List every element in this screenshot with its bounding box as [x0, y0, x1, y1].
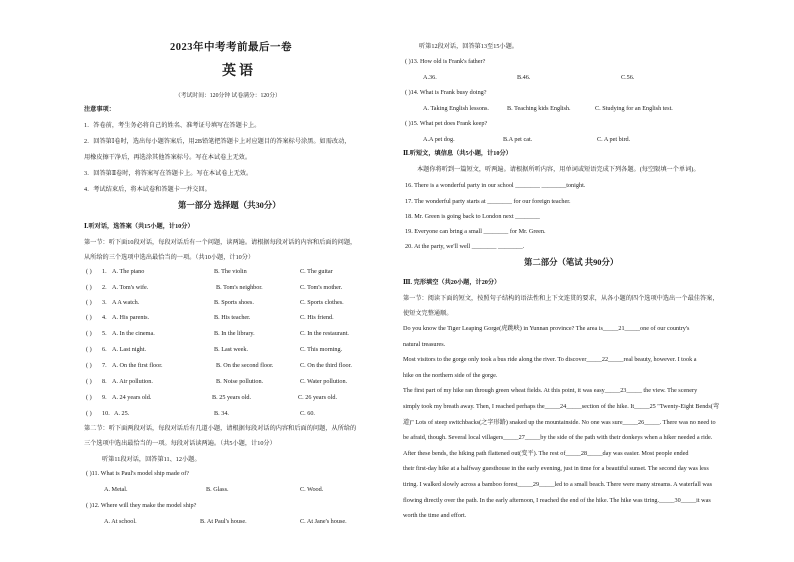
option-c: C. His friend.	[300, 314, 334, 321]
note-line: 4．考试结束后，将本试卷和答题卡一并交回。	[84, 186, 211, 193]
option-a: A.A pet dog.	[423, 136, 455, 143]
option-a: A. Taking English lessons.	[423, 105, 489, 112]
question-number: 1.	[102, 268, 107, 275]
option-b: B. His teacher.	[214, 314, 251, 321]
passage-line: Most visitors to the gorge only took a bus ride along the river. To discover_____22_____real beauty, however. I took a	[403, 356, 697, 363]
option-b: B. Tom's neighbor.	[216, 284, 263, 291]
question-number: 8.	[102, 378, 107, 385]
question-11: ( )11. What is Paul's model ship made of?	[86, 470, 190, 477]
option-c: C. On the third floor.	[300, 362, 352, 369]
option-a: A. 24 years old.	[112, 394, 152, 401]
passage-line: After these bends, the hiking path flattened out(变平). The rest of_____28_____day was easier. Most people ended	[403, 450, 689, 457]
fill-item: 17. The wonderful party starts at ________ for our foreign teacher.	[405, 198, 571, 205]
passage-line: flowing directly over the path. In the early afternoon, I reached the end of the hike. The hike was tiring._____30_____it was	[403, 497, 711, 504]
option-a: A A watch.	[112, 299, 140, 306]
option-b: B. The violin	[214, 268, 247, 275]
answer-blank[interactable]: ( )	[86, 346, 92, 353]
option-a: A. Air pollution.	[112, 378, 153, 385]
question-number: 3.	[102, 299, 107, 306]
option-b: B. In the library.	[214, 330, 255, 337]
answer-blank[interactable]: ( )	[86, 378, 92, 385]
note-line: 1．答卷前，考生务必将自己的姓名、准考证号填写在答题卡上。	[84, 122, 261, 129]
answer-blank[interactable]: ( )	[86, 330, 92, 337]
option-b: B. At Paul's house.	[200, 518, 247, 525]
answer-blank[interactable]: ( )	[86, 299, 92, 306]
section3-instruction: 第一节：阅读下面的短文，按照句子结构的语法性和上下文连贯的要求，从各小题的四个选项中选出一个最佳答案，	[403, 295, 719, 302]
option-a: A. At school.	[104, 518, 137, 525]
fill-item: 16. There is a wonderful party in our school ________ ________tonight.	[405, 182, 586, 189]
section2-instruction: 本题你将听到一篇短文，听两遍。请根据所听内容，用单词或短语完成下列各题。(每空限填一个单词)。	[417, 166, 700, 173]
question-14: ( )14. What is Frank busy doing?	[405, 89, 487, 96]
passage-line: worth the time and effort.	[403, 512, 467, 519]
option-b: B. Noise pollution.	[216, 378, 264, 385]
option-a: A. Last night.	[112, 346, 147, 353]
option-c: C. At Jane's house.	[300, 518, 347, 525]
passage-line: be afraid, though. Several local villagers_____27_____by the side of the path with their donkeys when a hiker needed a ride.	[403, 434, 713, 441]
option-a: A. The piano	[112, 268, 145, 275]
passage-line: their first-day hike at a halfway guesthouse in the early evening, just in time for a beautiful sunset. The second day was less	[403, 465, 709, 472]
option-c: C. Sports clothes.	[300, 299, 344, 306]
option-c: C. Wood.	[300, 486, 324, 493]
answer-blank[interactable]: ( )	[86, 314, 92, 321]
option-c: C. The guitar	[300, 268, 333, 275]
question-12: ( )12. Where will they make the model ship?	[86, 502, 197, 509]
question-number: 10.	[102, 410, 110, 417]
question-number: 2.	[102, 284, 107, 291]
note-line: 用橡皮擦干净后，再选涂其他答案标号。写在本试卷上无效。	[84, 154, 252, 161]
passage-line: 道)" Lots of steep switchbacks(之字形路) snaked up the mountainside. No one was sure_____26_____. There was no need to	[403, 419, 716, 426]
answer-blank[interactable]: ( )	[86, 394, 92, 401]
section3-heading: Ⅲ. 完形填空（共20小题，计20分）	[403, 279, 501, 286]
answer-blank[interactable]: ( )	[86, 284, 92, 291]
option-c: C.56.	[621, 74, 635, 81]
question-number: 7.	[102, 362, 107, 369]
option-b: B. Sports shoes.	[214, 299, 254, 306]
section1-instruction: 三个选项中选出最恰当的一项。每段对话读两遍。（共5小题，计10分）	[84, 440, 276, 447]
option-c: C. Studying for an English test.	[595, 105, 673, 112]
option-b: B.A pet cat.	[503, 136, 533, 143]
option-c: C. 26 years old.	[298, 394, 338, 401]
answer-blank[interactable]: ( )	[86, 410, 92, 417]
section1-instruction: 第一节：听下面10段对话，每段对话后有一个问题，读两遍。请根据每段对话的内容和后面的问题，	[84, 239, 357, 246]
section1-instruction: 第二节：听下面两段对话，每段对话后有几道小题，请根据每段对话的内容和后面的问题，从所给的	[84, 425, 357, 432]
option-a: A. In the cinema.	[112, 330, 155, 337]
dialogue-instruction: 听第11段对话，回答第11、12小题。	[102, 456, 201, 463]
answer-blank[interactable]: ( )	[86, 362, 92, 369]
notes-heading: 注意事项：	[84, 106, 115, 113]
part1-title: 第一部分 选择题（共30分）	[178, 201, 281, 210]
section1-heading: Ⅰ.听对话，选答案（共15小题，计10分）	[84, 223, 194, 230]
option-b: B. 34.	[214, 410, 229, 417]
option-a: A. Metal.	[104, 486, 128, 493]
option-b: B.46.	[517, 74, 531, 81]
answer-blank[interactable]: ( )	[86, 268, 92, 275]
exam-meta: （考试时间：120分钟 试卷满分：120分）	[175, 93, 281, 99]
dialogue-instruction: 听第12段对话，回答第13至15小题。	[419, 43, 518, 50]
passage-line: The first part of my hike ran through green wheat fields. At this point, it was easy_____23_____ the view. The scenery	[403, 387, 698, 394]
fill-item: 19. Everyone can bring a small ________ for Mr. Green.	[405, 228, 546, 235]
question-number: 9.	[102, 394, 107, 401]
fill-item: 20. At the party, we'll well ________ ________.	[405, 243, 525, 250]
question-number: 5.	[102, 330, 107, 337]
question-number: 4.	[102, 314, 107, 321]
question-15: ( )15. What pet does Frank keep?	[405, 120, 488, 127]
section2-heading: Ⅱ.听短文，填信息（共5小题，计10分）	[403, 150, 512, 157]
option-b: B. On the second floor.	[216, 362, 274, 369]
note-line: 3．回答第Ⅱ卷时，将答案写在答题卡上。写在本试卷上无效。	[84, 170, 253, 177]
option-c: C. In the restaurant.	[300, 330, 349, 337]
passage-line: hike on the northern side of the gorge.	[403, 372, 498, 379]
passage-line: tiring. I walked slowly across a bamboo forest_____29_____led to a small beach. There were many streams. A waterfall was	[403, 481, 713, 488]
passage-line: Do you know the Tiger Leaping Gorge(虎跳峡) in Yunnan province? The area is_____21_____one of our country's	[403, 325, 690, 332]
question-13: ( )13. How old is Frank's father?	[405, 58, 486, 65]
passage-line: simply took my breath away. Then, I reached perhaps the_____24_____section of the hike. It_____25 "Twenty-Eight Bends(弯	[403, 403, 720, 410]
exam-title: 2023年中考考前最后一卷	[170, 42, 292, 53]
section1-instruction: 从所给的三个选项中选出最恰当的一项。（共10小题，计10分）	[84, 254, 255, 261]
option-a: A. Tom's wife.	[112, 284, 149, 291]
option-c: C. 60.	[300, 410, 315, 417]
option-a: A. His parents.	[112, 314, 150, 321]
option-b: B. Last week.	[214, 346, 249, 353]
section3-instruction: 使短文完整通顺。	[403, 310, 453, 317]
passage-line: natural treasures.	[403, 341, 446, 348]
option-b: B. 25 years old.	[212, 394, 252, 401]
option-c: C. A pet bird.	[597, 136, 631, 143]
fill-item: 18. Mr. Green is going back to London next ________	[405, 213, 540, 220]
option-c: C. Water pollution.	[300, 378, 348, 385]
question-number: 6.	[102, 346, 107, 353]
subject-title: 英语	[222, 64, 256, 79]
option-c: C. Tom's mother.	[300, 284, 343, 291]
option-b: B. Teaching kids English.	[507, 105, 571, 112]
option-a: A. 25.	[114, 410, 130, 417]
option-a: A.36.	[423, 74, 437, 81]
option-a: A. On the first floor.	[112, 362, 163, 369]
option-c: C. This morning.	[300, 346, 343, 353]
option-b: B. Glass.	[206, 486, 229, 493]
part2-title: 第二部分（笔试 共90分）	[524, 258, 619, 267]
note-line: 2．回答第Ⅰ卷时，选出每小题答案后，用2B铅笔把答题卡上对应题目的答案标号涂黑。如需改动，	[84, 138, 351, 145]
